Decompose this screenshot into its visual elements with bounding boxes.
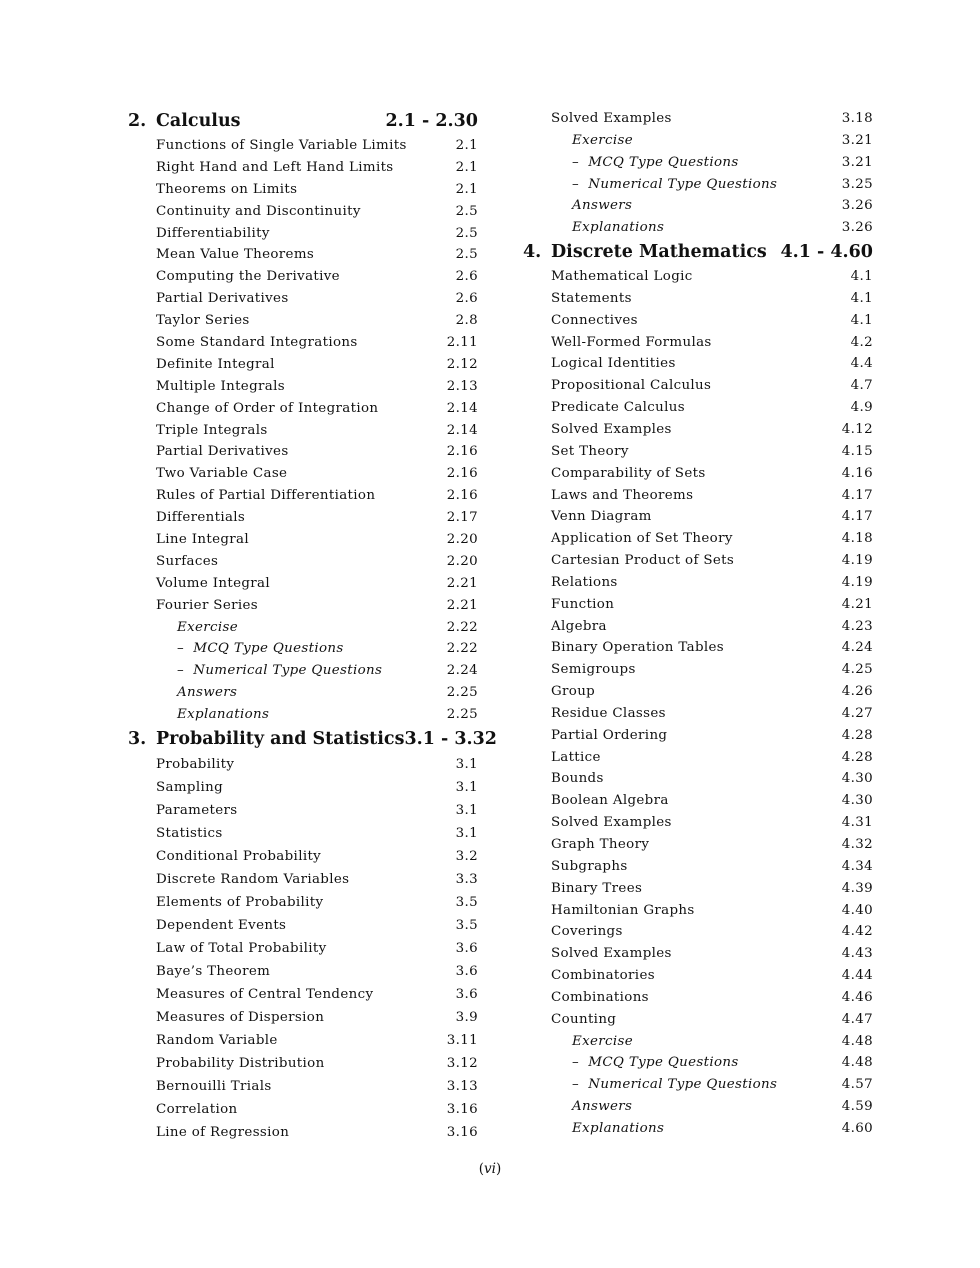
toc-entry-page: 4.59 — [841, 1099, 873, 1115]
toc-entry[interactable] — [523, 506, 873, 528]
toc-entry-label: Logical Identities — [551, 356, 676, 372]
toc-subentry[interactable] — [128, 617, 478, 639]
toc-entry-page: 4.2 — [850, 334, 873, 350]
toc-entry-label: Statistics — [156, 826, 223, 842]
toc-entry-label: Group — [551, 684, 596, 700]
toc-entry[interactable] — [128, 354, 478, 376]
toc-entry-label: Explanations — [177, 707, 270, 723]
toc-entry-label: – MCQ Type Questions — [572, 1052, 739, 1074]
toc-entry-label: Line Integral — [156, 532, 249, 548]
chapter-title: Probability and Statistics — [156, 729, 405, 750]
toc-entry-page: 4.7 — [850, 378, 873, 394]
toc-entry-page: 3.5 — [455, 895, 478, 911]
chapter-heading[interactable] — [523, 239, 873, 265]
chapter-page-range: 2.1 - 2.30 — [385, 111, 478, 131]
toc-entry[interactable] — [128, 463, 478, 485]
toc-entry-page: 2.16 — [446, 488, 478, 504]
toc-entry-label: – MCQ Type Questions — [177, 638, 344, 660]
toc-entry-label: Exercise — [572, 1033, 634, 1049]
toc-subentry[interactable] — [128, 638, 478, 660]
toc-entry-label: – MCQ Type Questions — [572, 152, 739, 174]
toc-entry-label: Measures of Dispersion — [156, 1010, 325, 1026]
toc-entry-label: Change of Order of Integration — [156, 400, 379, 416]
toc-entry-page: 4.27 — [841, 705, 873, 721]
toc-entry-label: Correlation — [156, 1102, 238, 1118]
toc-entry-page: 2.5 — [455, 225, 478, 241]
toc-entry[interactable] — [523, 900, 873, 922]
toc-entry-label: Bounds — [551, 771, 604, 787]
toc-entry[interactable] — [128, 551, 478, 573]
toc-entry-label: Baye’s Theorem — [156, 964, 271, 980]
toc-entry-page: 2.22 — [446, 619, 478, 635]
toc-entry[interactable] — [523, 1009, 873, 1031]
toc-entry-label: Differentials — [156, 510, 246, 526]
toc-entry-label: Solved Examples — [551, 815, 672, 831]
toc-entry[interactable] — [523, 659, 873, 681]
toc-entry-page: 3.5 — [455, 918, 478, 934]
toc-entry-label: Propositional Calculus — [551, 378, 712, 394]
toc-entry[interactable] — [523, 637, 873, 659]
toc-entry[interactable] — [523, 463, 873, 485]
toc-entry-label: Right Hand and Left Hand Limits — [156, 159, 394, 175]
chapter-3-continued-block — [523, 108, 873, 239]
toc-subentry[interactable] — [523, 217, 873, 239]
toc-subentry[interactable] — [128, 682, 478, 704]
toc-entry-page: 4.48 — [841, 1033, 873, 1049]
toc-entry-page: 4.30 — [841, 793, 873, 809]
chapter-heading[interactable] — [128, 108, 478, 134]
toc-entry-page: 4.15 — [841, 443, 873, 459]
toc-entry-page: 4.60 — [841, 1120, 873, 1136]
toc-entry-label: Laws and Theorems — [551, 487, 694, 503]
toc-entry-label: Cartesian Product of Sets — [551, 553, 735, 569]
toc-entry-page: 2.22 — [446, 641, 478, 657]
toc-entry-page: 3.3 — [455, 872, 478, 888]
toc-entry-label: Fourier Series — [156, 597, 258, 613]
toc-entry[interactable] — [128, 937, 478, 960]
chapter-entries — [523, 108, 873, 239]
toc-entry-page: 2.21 — [446, 575, 478, 591]
toc-entry-page: 2.6 — [455, 269, 478, 285]
toc-entry-label: Bernouilli Trials — [156, 1079, 272, 1095]
toc-entry-page: 4.19 — [841, 574, 873, 590]
toc-entry-label: Random Variable — [156, 1033, 278, 1049]
toc-entry-page: 4.1 — [850, 269, 873, 285]
toc-entry-page: 3.1 — [455, 757, 478, 773]
toc-entry-label: Function — [551, 596, 615, 612]
toc-entry-page: 3.11 — [446, 1033, 478, 1049]
toc-entry[interactable] — [128, 179, 478, 201]
toc-entry-label: Subgraphs — [551, 858, 628, 874]
toc-entry-page: 2.12 — [446, 356, 478, 372]
toc-entry-label: Partial Ordering — [551, 727, 668, 743]
toc-entry-label: Probability — [156, 757, 235, 773]
toc-entry-page: 4.19 — [841, 553, 873, 569]
toc-entry[interactable] — [523, 288, 873, 310]
toc-entry-page: 4.42 — [841, 924, 873, 940]
toc-subentry[interactable] — [128, 704, 478, 726]
toc-entry-page: 3.26 — [841, 220, 873, 236]
toc-entry[interactable] — [128, 1029, 478, 1052]
toc-entry-label: Binary Trees — [551, 880, 643, 896]
toc-entry-page: 4.47 — [841, 1011, 873, 1027]
toc-entry-label: Binary Operation Tables — [551, 640, 724, 656]
toc-entry-label: Taylor Series — [156, 313, 250, 329]
chapter-page-range: 4.1 - 4.60 — [780, 242, 873, 263]
toc-entry-page: 2.16 — [446, 444, 478, 460]
toc-entry-page: 4.16 — [841, 465, 873, 481]
toc-entry-page: 3.16 — [446, 1102, 478, 1118]
toc-entry-label: Probability Distribution — [156, 1056, 325, 1072]
toc-entry[interactable] — [523, 703, 873, 725]
toc-entry-label: Partial Derivatives — [156, 291, 289, 307]
toc-entry-page: 3.9 — [455, 1010, 478, 1026]
toc-entry[interactable] — [128, 868, 478, 891]
toc-entry-label: Comparability of Sets — [551, 465, 706, 481]
chapter-title: Calculus — [156, 111, 241, 131]
toc-subentry[interactable] — [523, 152, 873, 174]
toc-entry-page: 3.26 — [841, 198, 873, 214]
toc-entry[interactable] — [523, 550, 873, 572]
toc-entry-label: Two Variable Case — [156, 466, 288, 482]
toc-entry[interactable] — [128, 799, 478, 822]
toc-entry[interactable] — [523, 790, 873, 812]
toc-entry[interactable] — [128, 595, 478, 617]
toc-entry[interactable] — [128, 398, 478, 420]
toc-entry-page: 4.31 — [841, 815, 873, 831]
toc-subentry[interactable] — [523, 130, 873, 152]
toc-entry[interactable] — [128, 201, 478, 223]
toc-entry-page: 3.6 — [455, 964, 478, 980]
toc-entry-page: 4.28 — [841, 727, 873, 743]
toc-entry[interactable] — [128, 310, 478, 332]
toc-entry-label: Triple Integrals — [156, 422, 268, 438]
toc-entry-label: Partial Derivatives — [156, 444, 289, 460]
toc-entry-page: 4.17 — [841, 487, 873, 503]
toc-entry-page: 4.4 — [850, 356, 873, 372]
toc-entry-label: Well-Formed Formulas — [551, 334, 712, 350]
toc-entry-label: – Numerical Type Questions — [177, 660, 382, 682]
toc-entry[interactable] — [128, 1098, 478, 1121]
footer-close-paren: ) — [495, 1161, 502, 1177]
toc-entry-label: Law of Total Probability — [156, 941, 327, 957]
toc-entry[interactable] — [523, 965, 873, 987]
toc-entry[interactable] — [128, 753, 478, 776]
toc-entry-label: Algebra — [551, 618, 607, 634]
toc-subentry[interactable] — [523, 1031, 873, 1053]
toc-subentry[interactable] — [523, 1074, 873, 1096]
toc-entry-page: 3.2 — [455, 849, 478, 865]
toc-entry-page: 3.6 — [455, 987, 478, 1003]
toc-entry-page: 4.1 — [850, 290, 873, 306]
toc-entry[interactable] — [128, 376, 478, 398]
toc-subentry[interactable] — [523, 174, 873, 196]
toc-entry-page: 2.1 — [455, 138, 478, 153]
toc-entry[interactable] — [523, 375, 873, 397]
toc-entry[interactable] — [523, 266, 873, 288]
toc-entry[interactable] — [523, 310, 873, 332]
toc-entry-label: Graph Theory — [551, 837, 650, 852]
toc-entry[interactable] — [523, 725, 873, 747]
toc-subentry[interactable] — [523, 1118, 873, 1140]
chapter-number: 2. — [128, 111, 147, 131]
toc-entry-label: Differentiability — [156, 225, 270, 241]
toc-entry-label: Hamiltonian Graphs — [551, 902, 695, 918]
toc-entry-page: 4.30 — [841, 771, 873, 787]
toc-entry-label: Boolean Algebra — [551, 793, 669, 809]
toc-entry-page: 4.40 — [841, 902, 873, 918]
toc-entry-label: Mean Value Theorems — [156, 247, 315, 263]
toc-entry-label: Exercise — [572, 132, 634, 148]
toc-entry[interactable] — [128, 573, 478, 595]
toc-entry-label: Computing the Derivative — [156, 269, 340, 285]
toc-entry-page: 3.6 — [455, 941, 478, 957]
toc-entry-page: 4.23 — [841, 618, 873, 634]
toc-subentry[interactable] — [523, 1096, 873, 1118]
toc-entry[interactable] — [523, 594, 873, 616]
toc-entry[interactable] — [128, 1075, 478, 1098]
toc-entry-page: 2.13 — [446, 378, 478, 394]
toc-entry-label: Explanations — [572, 1120, 665, 1136]
toc-entry[interactable] — [523, 943, 873, 965]
toc-entry[interactable] — [128, 1052, 478, 1075]
toc-entry-label: Elements of Probability — [156, 895, 324, 911]
toc-entry[interactable] — [523, 856, 873, 878]
toc-entry-label: Continuity and Discontinuity — [156, 203, 361, 219]
toc-entry[interactable] — [523, 528, 873, 550]
toc-entry[interactable] — [128, 529, 478, 551]
toc-right-column — [523, 108, 873, 1140]
toc-entry[interactable] — [523, 572, 873, 594]
toc-entry-page: 4.25 — [841, 662, 873, 678]
toc-entry-page: 4.39 — [841, 880, 873, 896]
toc-entry-label: Functions of Single Variable Limits — [156, 138, 407, 153]
toc-entry[interactable] — [128, 507, 478, 529]
toc-entry-page: 2.20 — [446, 532, 478, 548]
toc-entry-page: 2.11 — [446, 335, 478, 351]
toc-entry-label: Explanations — [572, 220, 665, 236]
toc-entry-page: 2.5 — [455, 247, 478, 263]
toc-entry[interactable] — [523, 812, 873, 834]
toc-entry-page: 2.6 — [455, 291, 478, 307]
toc-entry[interactable] — [128, 332, 478, 354]
toc-entry-label: Venn Diagram — [551, 509, 652, 525]
toc-entry[interactable] — [523, 397, 873, 419]
toc-entry-label: Answers — [572, 1099, 633, 1115]
toc-entry[interactable] — [128, 441, 478, 463]
toc-entry[interactable] — [523, 419, 873, 441]
toc-entry-label: Semigroups — [551, 662, 636, 678]
chapter-entries — [128, 135, 478, 726]
toc-entry[interactable] — [128, 960, 478, 983]
footer-page-number: vi — [484, 1161, 496, 1177]
toc-entry[interactable] — [523, 987, 873, 1009]
toc-entry[interactable] — [128, 914, 478, 937]
toc-left-column — [128, 108, 497, 1144]
toc-entry-page: 2.25 — [446, 707, 478, 723]
toc-entry-page: 3.21 — [841, 154, 873, 170]
chapter-3-block — [128, 726, 497, 1144]
toc-entry-page: 4.28 — [841, 749, 873, 765]
chapter-title: Discrete Mathematics — [551, 242, 767, 263]
toc-entry-label: Set Theory — [551, 443, 629, 459]
chapter-page-range: 3.1 - 3.32 — [404, 729, 497, 750]
toc-entry[interactable] — [128, 845, 478, 868]
toc-entry-page: 4.12 — [841, 421, 873, 437]
toc-entry-label: Solved Examples — [551, 421, 672, 437]
toc-entry[interactable] — [128, 420, 478, 442]
toc-entry-page: 4.17 — [841, 509, 873, 525]
toc-entry-page: 4.1 — [850, 312, 873, 328]
toc-entry-page: 4.57 — [841, 1077, 873, 1093]
toc-entry-label: Solved Examples — [551, 946, 672, 962]
toc-entry-page: 2.14 — [446, 400, 478, 416]
toc-entry-page: 2.1 — [455, 181, 478, 197]
toc-entry-label: Coverings — [551, 924, 623, 940]
toc-entry-page: 4.18 — [841, 531, 873, 547]
toc-entry-page: 3.18 — [841, 111, 873, 126]
toc-entry-label: Counting — [551, 1011, 617, 1027]
toc-entry-page: 2.25 — [446, 685, 478, 701]
chapter-entries — [523, 266, 873, 1140]
toc-entry-label: Dependent Events — [156, 918, 287, 934]
toc-entry-page: 3.1 — [455, 803, 478, 819]
toc-entry-page: 4.46 — [841, 989, 873, 1005]
toc-entry-label: Lattice — [551, 749, 601, 765]
toc-entry-label: Answers — [572, 198, 633, 214]
toc-entry[interactable] — [523, 332, 873, 354]
toc-entry-page: 2.24 — [446, 663, 478, 679]
toc-entry-page: 4.26 — [841, 684, 873, 700]
toc-entry-page: 2.8 — [455, 313, 478, 329]
toc-entry-page: 4.43 — [841, 946, 873, 962]
chapter-number: 3. — [128, 729, 147, 750]
toc-entry-page: 3.16 — [446, 1125, 478, 1141]
toc-entry-page: 4.24 — [841, 640, 873, 656]
toc-entry-page: 3.12 — [446, 1056, 478, 1072]
toc-entry-label: Multiple Integrals — [156, 378, 285, 394]
toc-entry-page: 4.44 — [841, 968, 873, 984]
toc-entry[interactable] — [128, 266, 478, 288]
toc-entry[interactable] — [523, 616, 873, 638]
toc-entry-page: 2.17 — [446, 510, 478, 526]
toc-entry-label: – Numerical Type Questions — [572, 1074, 777, 1096]
toc-entry-label: Combinatories — [551, 968, 655, 984]
toc-entry[interactable] — [523, 834, 873, 856]
toc-entry-page: 2.14 — [446, 422, 478, 438]
toc-entry-page: 3.13 — [446, 1079, 478, 1095]
toc-entry-page: 3.25 — [841, 176, 873, 192]
chapter-entries — [128, 753, 478, 1144]
toc-entry-label: Theorems on Limits — [156, 181, 298, 197]
toc-entry[interactable] — [128, 244, 478, 266]
toc-entry[interactable] — [523, 681, 873, 703]
toc-entry[interactable] — [128, 983, 478, 1006]
toc-entry-page: 2.16 — [446, 466, 478, 482]
toc-entry[interactable] — [523, 485, 873, 507]
toc-entry-page: 4.9 — [850, 400, 873, 416]
toc-entry-label: Volume Integral — [156, 575, 270, 591]
toc-entry-label: Rules of Partial Differentiation — [156, 488, 376, 504]
toc-entry[interactable] — [128, 776, 478, 799]
toc-entry[interactable] — [523, 441, 873, 463]
toc-entry-label: Definite Integral — [156, 356, 275, 372]
toc-entry-label: Predicate Calculus — [551, 400, 685, 416]
toc-entry-label: Combinations — [551, 989, 649, 1005]
toc-entry-label: Answers — [177, 685, 238, 701]
chapter-heading[interactable] — [128, 726, 497, 752]
toc-entry-page: 2.20 — [446, 553, 478, 569]
toc-entry-label: Residue Classes — [551, 705, 666, 721]
toc-entry-label: Application of Set Theory — [551, 531, 733, 547]
toc-entry[interactable] — [523, 878, 873, 900]
toc-entry-page: 4.48 — [841, 1055, 873, 1071]
toc-entry-label: Measures of Central Tendency — [156, 987, 374, 1003]
toc-entry-label: Sampling — [156, 780, 223, 796]
toc-entry[interactable] — [128, 1006, 478, 1029]
toc-entry-page: 4.21 — [841, 596, 873, 612]
toc-subentry[interactable] — [523, 1052, 873, 1074]
toc-entry-label: Some Standard Integrations — [156, 335, 358, 351]
page-number-footer — [0, 1161, 980, 1177]
toc-entry[interactable] — [128, 891, 478, 914]
toc-entry-label: Relations — [551, 574, 618, 590]
toc-entry-label: Conditional Probability — [156, 849, 322, 865]
toc-entry[interactable] — [128, 1121, 478, 1144]
footer-open-paren: ( — [478, 1161, 485, 1177]
toc-entry-page: 2.5 — [455, 203, 478, 219]
toc-entry-label: Discrete Random Variables — [156, 872, 350, 888]
toc-entry-label: Line of Regression — [156, 1125, 290, 1141]
toc-entry-page: 2.1 — [455, 159, 478, 175]
toc-entry-page: 3.1 — [455, 826, 478, 842]
toc-entry[interactable] — [523, 108, 873, 130]
chapter-number: 4. — [523, 242, 542, 263]
toc-entry[interactable] — [128, 135, 478, 157]
toc-entry[interactable] — [128, 288, 478, 310]
toc-subentry[interactable] — [523, 195, 873, 217]
chapter-4-block — [523, 239, 873, 1140]
chapter-2-block — [128, 108, 478, 726]
toc-subentry[interactable] — [128, 660, 478, 682]
toc-entry[interactable] — [523, 921, 873, 943]
toc-entry-label: Connectives — [551, 312, 638, 328]
toc-entry[interactable] — [128, 822, 478, 845]
toc-entry[interactable] — [523, 353, 873, 375]
toc-entry-label: Parameters — [156, 803, 238, 819]
toc-entry[interactable] — [128, 223, 478, 245]
toc-entry-label: Mathematical Logic — [551, 269, 693, 285]
toc-entry[interactable] — [523, 747, 873, 769]
toc-entry-label: Surfaces — [156, 553, 219, 569]
toc-entry-label: – Numerical Type Questions — [572, 174, 777, 196]
toc-entry-label: Statements — [551, 290, 632, 306]
toc-entry-page: 3.1 — [455, 780, 478, 796]
toc-entry-page: 2.21 — [446, 597, 478, 613]
toc-entry-label: Solved Examples — [551, 111, 672, 126]
toc-entry[interactable] — [128, 157, 478, 179]
toc-entry-page: 3.21 — [841, 132, 873, 148]
toc-entry-page: 4.32 — [841, 837, 873, 852]
toc-entry[interactable] — [128, 485, 478, 507]
toc-entry-label: Exercise — [177, 619, 239, 635]
toc-entry[interactable] — [523, 768, 873, 790]
toc-entry-page: 4.34 — [841, 858, 873, 874]
